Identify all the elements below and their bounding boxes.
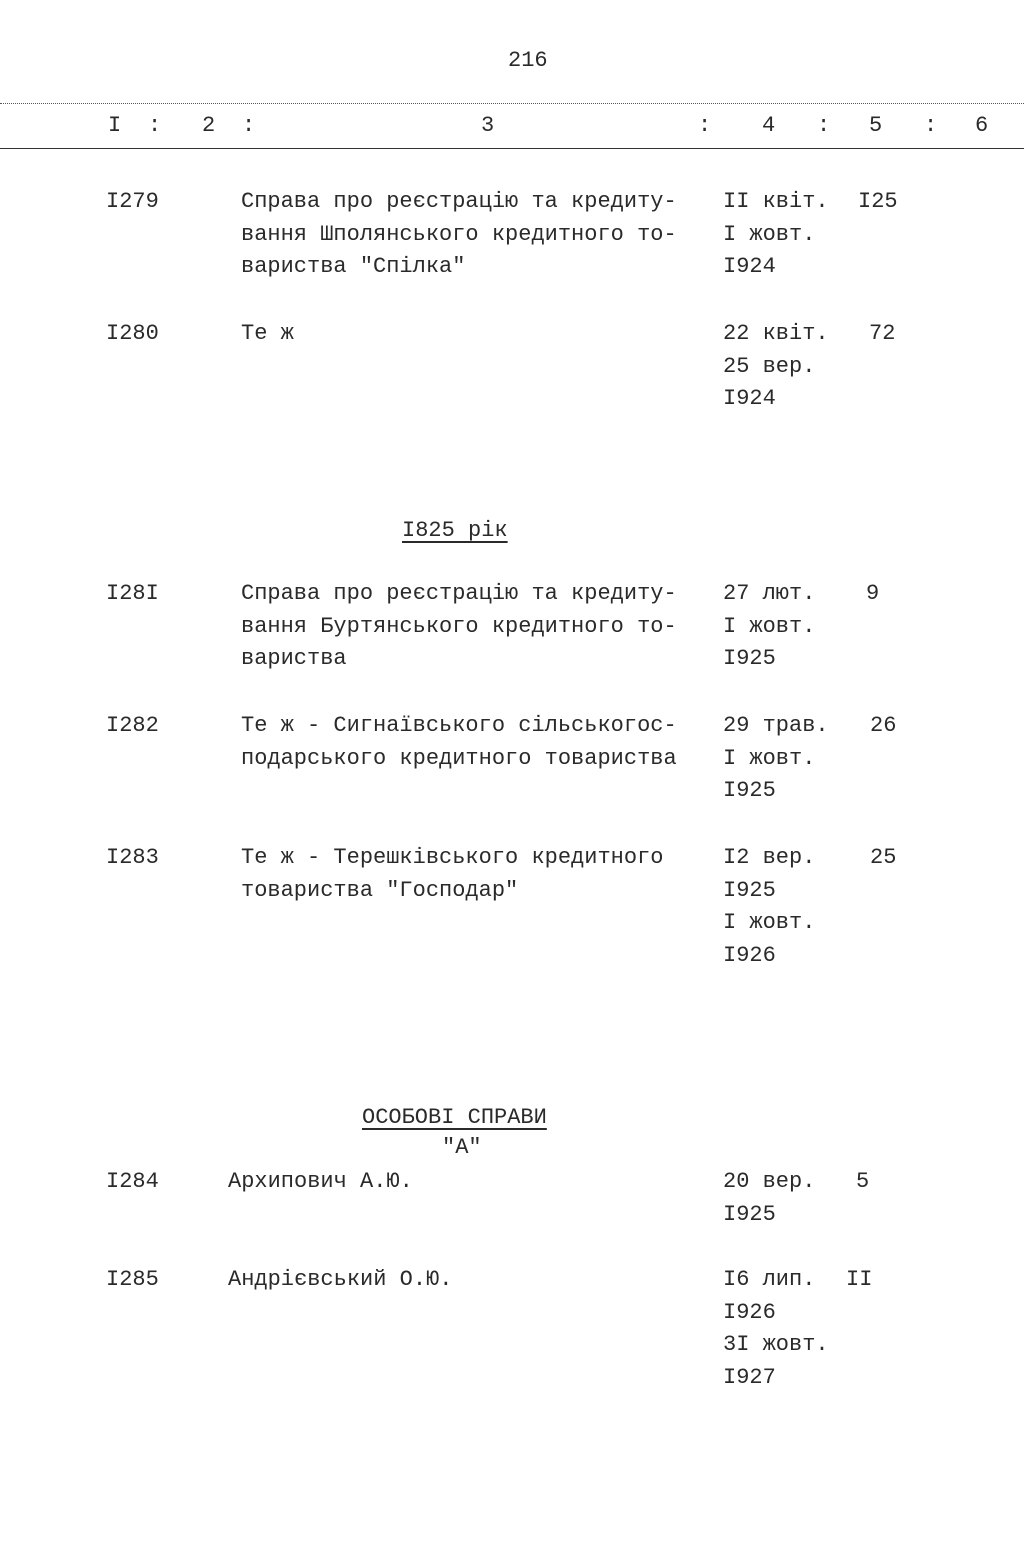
entry-date-line: I927 (723, 1364, 776, 1390)
col-header-4: 4 (762, 113, 776, 138)
entry-date-line: I926 (723, 1299, 776, 1325)
entry-title-line: Те ж - Сигнаївського сільськогос- (241, 713, 677, 738)
entry-sheet-count: 25 (870, 845, 897, 870)
entry-sheet-count: 9 (866, 581, 880, 606)
entry-sheet-count: 72 (869, 321, 896, 346)
entry-title-line: Андрієвський О.Ю. (228, 1267, 453, 1292)
entry-title-line: Архипович А.Ю. (228, 1169, 413, 1194)
col-header-1: I (108, 113, 122, 138)
header-bottom-rule (0, 148, 1024, 149)
section-heading-letter: "А" (442, 1135, 482, 1160)
section-heading-personal: ОСОБОВІ СПРАВИ (362, 1105, 547, 1130)
page-number: 216 (508, 48, 548, 73)
entry-number: I280 (106, 321, 159, 346)
entry-date-line: 3I жовт. (723, 1332, 829, 1357)
entry-title-line: вариства "Спілка" (241, 254, 466, 279)
col-sep: : (148, 113, 162, 138)
entry-title-line: Те ж - Терешківського кредитного (241, 845, 664, 870)
entry-date-line: II квіт. (723, 189, 829, 214)
header-top-rule (0, 103, 1024, 104)
col-sep: : (924, 113, 938, 138)
entry-title-line: товариства "Господар" (241, 877, 519, 903)
entry-date-line: 22 квіт. (723, 321, 829, 346)
entry-date-line: I925 (723, 646, 776, 671)
entry-sheet-count: 5 (856, 1169, 870, 1194)
entry-date-line: 20 вер. (723, 1169, 816, 1194)
entry-date-line: I жовт. (723, 910, 816, 935)
entry-title-line: вання Шполянського кредитного то- (241, 221, 677, 247)
entry-title-line: вання Буртянського кредитного то- (241, 613, 677, 639)
col-header-2: 2 (202, 113, 216, 138)
entry-date-line: I925 (723, 877, 776, 903)
entry-date-line: I2 вер. (723, 845, 816, 870)
entry-number: I284 (106, 1169, 159, 1194)
entry-sheet-count: I25 (858, 189, 898, 214)
entry-date-line: 25 вер. (723, 353, 816, 379)
entry-title-line: вариства (241, 646, 347, 671)
entry-title-line: Те ж (241, 321, 294, 346)
col-sep: : (242, 113, 256, 138)
col-sep: : (698, 113, 712, 138)
entry-date-line: I925 (723, 1201, 776, 1227)
entry-title-line: Справа про реєстрацію та кредиту- (241, 189, 677, 214)
col-header-5: 5 (869, 113, 883, 138)
entry-number: I279 (106, 189, 159, 214)
entry-number: I282 (106, 713, 159, 738)
entry-date-line: I6 лип. (723, 1267, 816, 1292)
entry-date-line: 27 лют. (723, 581, 816, 606)
entry-number: I28I (106, 581, 159, 606)
entry-date-line: I925 (723, 778, 776, 803)
entry-date-line: I924 (723, 386, 776, 411)
entry-date-line: I926 (723, 942, 776, 968)
entry-date-line: I924 (723, 254, 776, 279)
entry-number: I285 (106, 1267, 159, 1292)
entry-date-line: I жовт. (723, 221, 816, 247)
entry-date-line: I жовт. (723, 745, 816, 771)
entry-number: I283 (106, 845, 159, 870)
entry-title-line: подарського кредитного товариства (241, 745, 677, 771)
entry-sheet-count: 26 (870, 713, 897, 738)
col-header-3: 3 (481, 113, 495, 138)
entry-title-line: Справа про реєстрацію та кредиту- (241, 581, 677, 606)
section-heading-year: I825 рік (402, 518, 508, 543)
col-sep: : (817, 113, 831, 138)
col-header-6: 6 (975, 113, 989, 138)
entry-date-line: 29 трав. (723, 713, 829, 738)
entry-sheet-count: II (846, 1267, 873, 1292)
entry-date-line: I жовт. (723, 613, 816, 639)
